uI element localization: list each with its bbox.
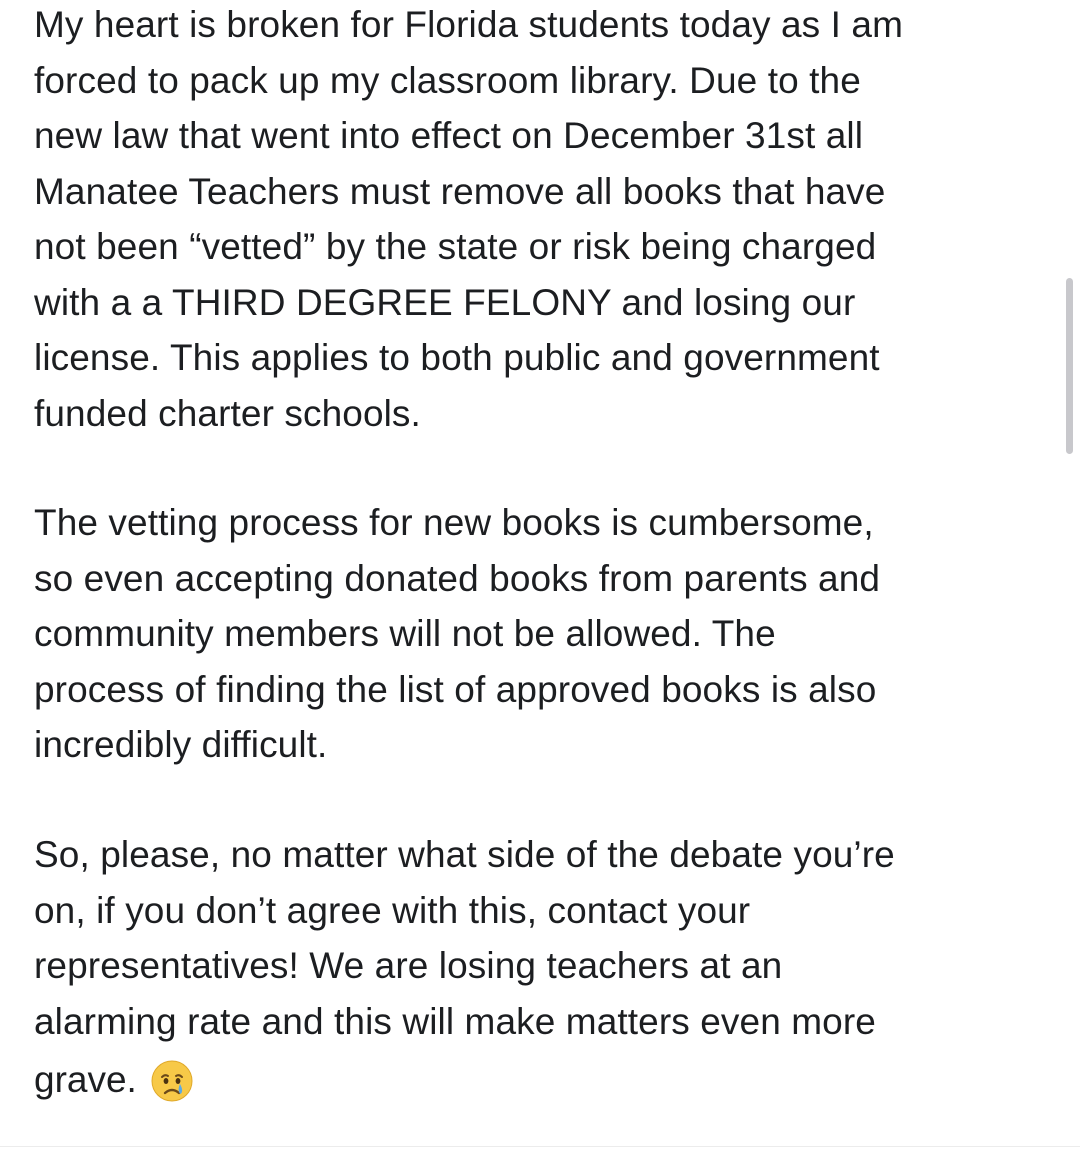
post-text-line: so even accepting donated books from parents and xyxy=(34,557,881,599)
post-last-line xyxy=(34,1049,895,1111)
divider xyxy=(0,1146,1080,1147)
post-paragraph-3 xyxy=(34,827,895,1111)
post-text-line: new law that went into effect on December 31st all xyxy=(34,115,864,156)
post-text-line: incredibly difficult. xyxy=(34,724,328,765)
post-text-line: funded charter schools. xyxy=(34,392,421,434)
post-text-line: grave. xyxy=(34,1059,137,1100)
post-text-line: Manatee Teachers must remove all books that have xyxy=(34,170,886,212)
post-text-line: license. This applies to both public and government xyxy=(34,337,880,378)
post-text-line: So, please, no matter what side of the debate you’re xyxy=(34,834,895,875)
post-paragraph-2 xyxy=(34,495,880,773)
post-text-line: with a a THIRD DEGREE FELONY and losing our xyxy=(34,281,856,323)
post-text-line: not been “vetted” by the state or risk being charged xyxy=(34,226,877,267)
post-text-line: process of finding the list of approved books is also xyxy=(34,668,877,710)
post-paragraph-1 xyxy=(34,0,903,441)
post-text-line: My heart is broken for Florida students today as I am xyxy=(34,4,904,45)
post-text-line: The vetting process for new books is cumbersome, xyxy=(34,502,874,543)
post-text-line: on, if you don’t agree with this, contact your xyxy=(34,889,751,931)
crying-face-icon xyxy=(151,1059,193,1101)
post-text-line: alarming rate and this will make matters even more xyxy=(34,1000,876,1042)
scrollbar[interactable] xyxy=(1066,278,1073,454)
post-text-line: forced to pack up my classroom library. Due to the xyxy=(34,59,861,101)
post-text-line: community members will not be allowed. The xyxy=(34,613,776,654)
post-text-line: representatives! We are losing teachers at an xyxy=(34,945,783,986)
